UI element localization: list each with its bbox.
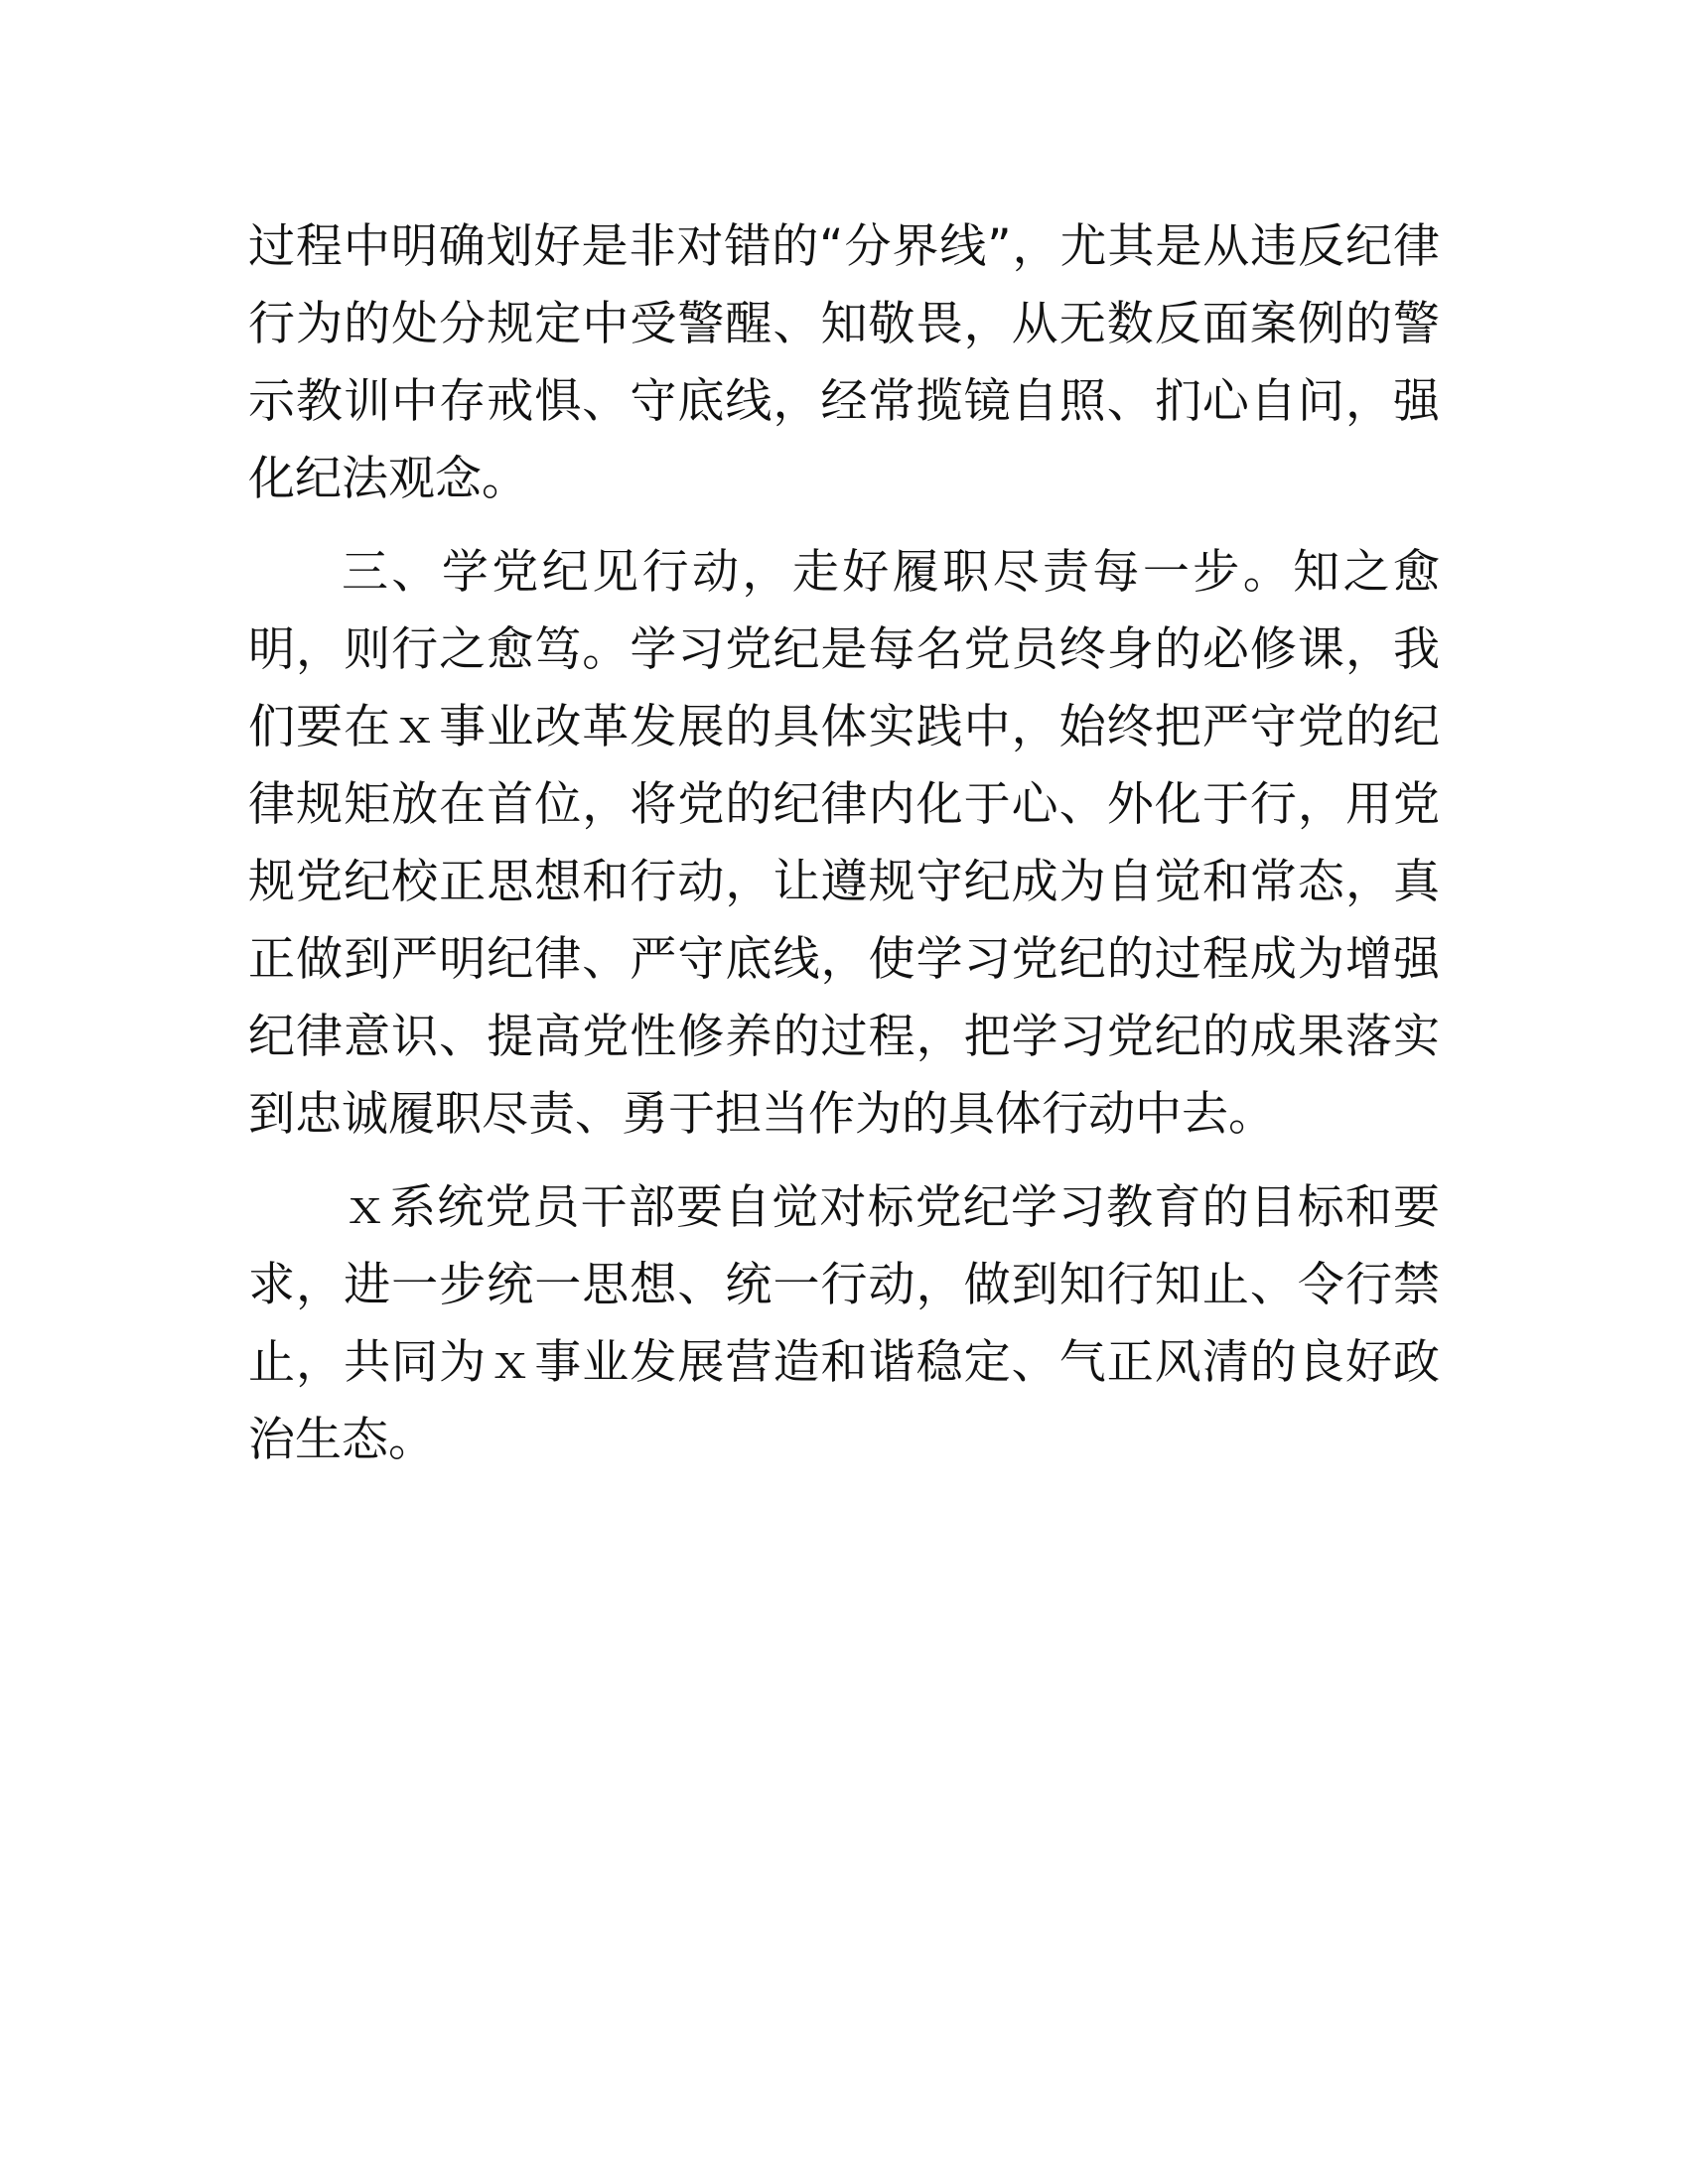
paragraph-section-three: 三、学党纪见行动，走好履职尽责每一步。知之愈明，则行之愈笃。学习党纪是每名党员终身的必修课，我们要在ｘ事业改革发展的具体实践中，始终把严守党的纪律规矩放在首位，将党的纪律内化于心、外化于行，用党规党纪校正思想和行动，让遵规守纪成为自觉和常态，真正做到严明纪律、严守底线，使学习党纪的过程成为增强纪律意识、提高党性修养的过程，把学习党纪的成果落实到忠诚履职尽责、勇于担当作为的具体行动中去。 [248, 545, 1440, 1142]
paragraph-continuation: 过程中明确划好是非对错的“分界线”，尤其是从违反纪律行为的处分规定中受警醒、知敬畏，从无数反面案例的警示教训中存戒惧、守底线，经常揽镜自照、扪心自问，强化纪法观念。 [248, 219, 1440, 506]
document-body [248, 208, 1440, 1479]
paragraph-conclusion: ｘ系统党员干部要自觉对标党纪学习教育的目标和要求，进一步统一思想、统一行动，做到知行知止、令行禁止，共同为ｘ事业发展营造和谐稳定、气正风清的良好政治生态。 [248, 1180, 1440, 1467]
